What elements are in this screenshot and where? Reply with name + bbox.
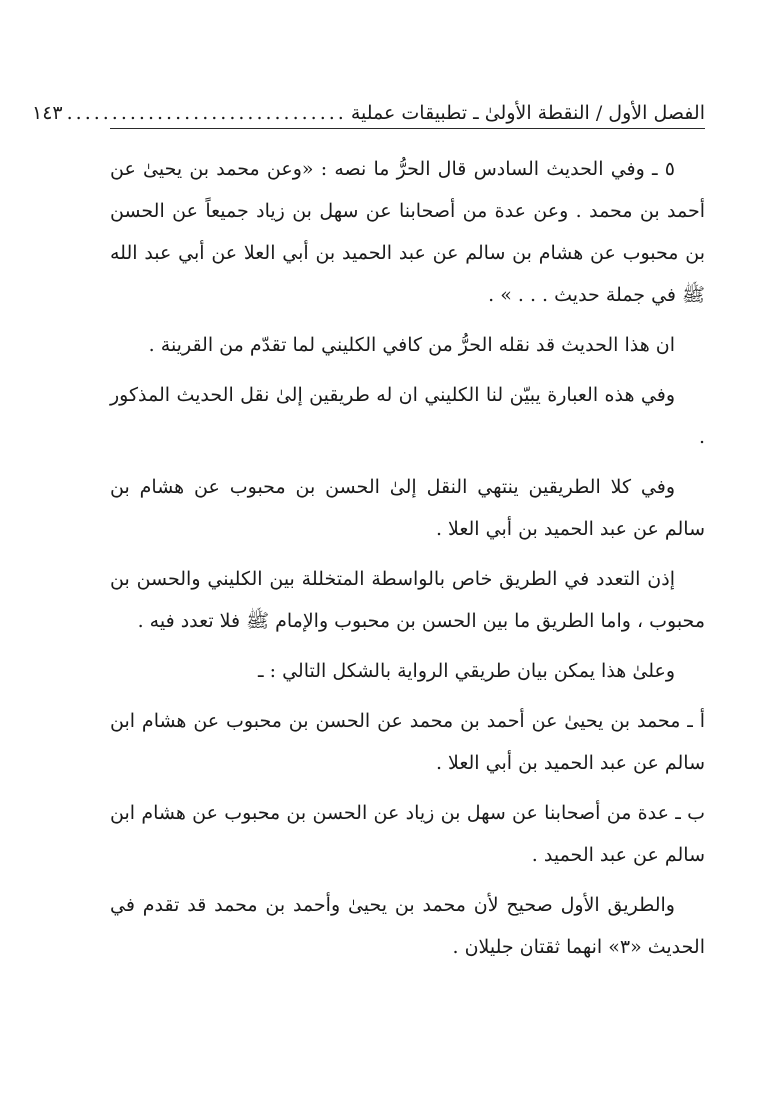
page-number: ١٤٣ [31,102,63,124]
header-divider [110,128,705,129]
paragraph-two-routes: وفي هذه العبارة يبيّن لنا الكليني ان له طريقين إلىٰ نقل الحديث المذكور . [110,384,705,448]
body-text [110,148,705,976]
paragraph-common-chain: وفي كلا الطريقين ينتهي النقل إلىٰ الحسن بن محبوب عن هشام بن سالم عن عبد الحميد بن أبي العلا . [110,476,705,540]
paragraph-source-note: ان هذا الحديث قد نقله الحرُّ من كافي الكليني لما تقدّم من القرينة . [148,334,675,356]
paragraph-multiplicity: إذن التعدد في الطريق خاص بالواسطة المتخللة بين الكليني والحسن بن محبوب ، واما الطريق ما بين الحسن بن محبوب والإمام ﷺ فلا تعدد فيه . [110,568,705,632]
list-item-route-a: أ ـ محمد بن يحيىٰ عن أحمد بن محمد عن الحسن بن محبوب عن هشام ابن سالم عن عبد الحميد بن أبي العلا . [110,710,706,774]
paragraph-chain-intro: وعلىٰ هذا يمكن بيان طريقي الرواية بالشكل التالي : ـ [258,660,675,682]
paragraph-hadith-six: ٥ ـ وفي الحديث السادس قال الحرُّ ما نصه : «وعن محمد بن يحيىٰ عن أحمد بن محمد . وعن عدة من أصحابنا عن سهل بن زياد جميعاً عن الحسن بن محبوب عن هشام بن سالم عن عبد الحميد بن أبي العلا عن أبي عبد الله ﷺ في جملة حديث . . . » . [110,158,705,306]
header-chapter-title: الفصل الأول / النقطة الأولىٰ ـ تطبيقات عملية [350,102,705,124]
running-header [31,92,705,126]
paragraph-conclusion: والطريق الأول صحيح لأن محمد بن يحيىٰ وأحمد بن محمد قد تقدم في الحديث «٣» انهما ثقتان جليلان . [110,894,705,958]
header-leader-dots: ............................... [66,102,347,124]
list-item-route-b: ب ـ عدة من أصحابنا عن سهل بن زياد عن الحسن بن محبوب عن هشام ابن سالم عن عبد الحميد . [110,802,705,866]
